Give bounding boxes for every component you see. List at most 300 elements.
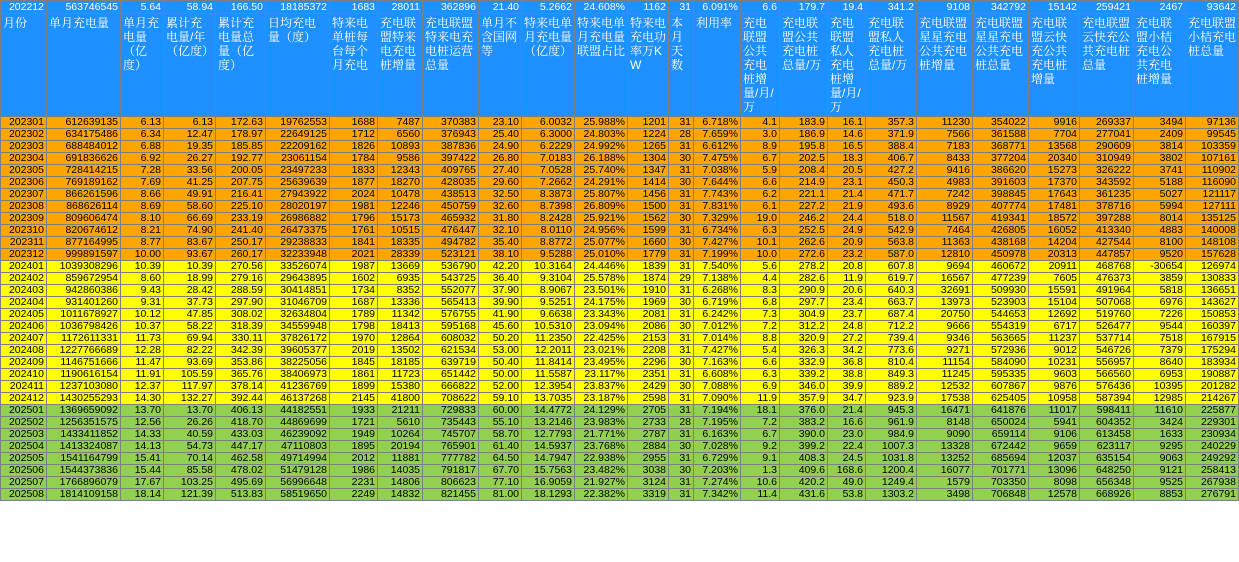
table-cell: 572936 [973,345,1029,357]
table-cell: 24.446% [575,261,628,273]
table-cell: 27.2 [828,333,866,345]
table-cell: 1039308296 [47,261,121,273]
column-header: 充电联盟云快充公共充电桩总量 [1080,14,1134,117]
table-cell: 1784 [330,153,378,165]
table-cell: 31046709 [266,297,330,309]
table-cell: 5610 [378,417,423,429]
table-cell: 10958 [1029,393,1080,405]
table-cell: 1031.8 [866,453,917,465]
table-cell: 44869699 [266,417,330,429]
table-cell: 495.69 [216,477,266,489]
table-cell: 1949 [330,429,378,441]
table-cell: 368771 [973,141,1029,153]
table-cell: 666822 [423,381,479,393]
table-cell: 267938 [1186,477,1239,489]
table-cell: 3124 [628,477,669,489]
table-cell: 31 [669,225,694,237]
table-cell: 7.0528 [522,165,575,177]
table-cell: 9544 [1134,321,1186,333]
table-cell: 406.7 [866,153,917,165]
table-cell: 9.31 [121,297,164,309]
table-cell: 41.25 [164,177,216,189]
table-cell: 58.94 [164,1,216,14]
table-cell: 6976 [1134,297,1186,309]
table-cell: 29 [669,273,694,285]
table-row [1,477,1239,489]
table-cell: 635154 [1080,453,1134,465]
table-cell: 23061154 [266,153,330,165]
table-cell: 21.9 [828,201,866,213]
table-cell: 31 [669,333,694,345]
table-cell: 7.0183 [522,153,575,165]
column-header: 单月充电量 [47,14,121,117]
table-cell: 272.6 [780,249,828,261]
table-cell: 3859 [1134,273,1186,285]
table-cell: 566560 [1080,369,1134,381]
table-cell: 28 [669,417,694,429]
table-cell: 7605 [1029,273,1080,285]
table-cell: 31 [669,117,694,129]
table-cell: 4883 [1134,225,1186,237]
table-cell: 23.983% [575,417,628,429]
table-cell: 15.44 [121,465,164,477]
table-cell: 50.20 [479,333,522,345]
table-cell: 668926 [1080,489,1134,501]
table-cell: 2153 [628,333,669,345]
table-cell: 8098 [1029,477,1080,489]
table-cell: 23.7 [828,309,866,321]
table-cell: 6.608% [694,369,741,381]
table-cell: 7464 [917,225,973,237]
table-cell: 227.2 [780,201,828,213]
table-cell: 12.37 [121,381,164,393]
table-cell: 427544 [1080,237,1134,249]
table-cell: 5.4 [741,345,780,357]
table-cell: 9876 [1029,381,1080,393]
table-cell: 2598 [628,393,669,405]
table-cell: 186.9 [780,129,828,141]
table-cell: 290.9 [780,285,828,297]
table-cell: 2955 [628,453,669,465]
table-cell: 6.2 [741,189,780,201]
table-cell: 18270 [378,177,423,189]
table-cell: 150853 [1186,309,1239,321]
table-cell: 13973 [917,297,973,309]
table-cell: 1433411852 [47,429,121,441]
table-row [1,393,1239,405]
table-cell: 41800 [378,393,423,405]
table-cell: 32.60 [479,201,522,213]
table-cell: 6.88 [121,141,164,153]
table-row [1,285,1239,297]
table-cell: 5.2662 [522,1,575,14]
table-cell: 8.3 [741,285,780,297]
table-cell: 47.85 [164,309,216,321]
table-cell: 320.9 [780,333,828,345]
table-cell: 477239 [973,273,1029,285]
table-cell: 51479128 [266,465,330,477]
table-cell: 50.00 [479,369,522,381]
table-cell: 343592 [1080,177,1134,189]
table-cell: 494782 [423,237,479,249]
table-cell: 20750 [917,309,973,321]
table-cell: 58.22 [164,321,216,333]
table-cell: 24.175% [575,297,628,309]
table-cell: 12692 [1029,309,1080,321]
table-cell: 14204 [1029,237,1080,249]
table-cell: 15380 [378,381,423,393]
column-header: 本月天数 [669,14,694,117]
table-cell: 11881 [378,453,423,465]
table-cell: 7.644% [694,177,741,189]
table-cell: 9.5251 [522,297,575,309]
table-cell: 6.6 [741,1,780,14]
table-cell: 26.809% [575,201,628,213]
table-cell: 9063 [1134,453,1186,465]
table-cell: 1969 [628,297,669,309]
table-cell: 6.6 [741,357,780,369]
table-row [1,357,1239,369]
table-cell: 23.4 [828,297,866,309]
table-cell: 12.28 [121,345,164,357]
table-cell: 648250 [1080,465,1134,477]
table-cell: 10.12 [121,309,164,321]
table-cell: 11.47 [121,357,164,369]
table-cell: 326222 [1080,165,1134,177]
table-cell: 18335 [378,237,423,249]
table-cell: 121117 [1186,189,1239,201]
table-cell: 1249.4 [866,477,917,489]
table-cell: 202502 [1,417,47,429]
table-cell: 491964 [1080,285,1134,297]
table-cell: 1798 [330,321,378,333]
table-cell: 36.40 [479,273,522,285]
table-cell: 651442 [423,369,479,381]
table-cell: 202304 [1,153,47,165]
table-cell: 11363 [917,237,973,249]
table-cell: 135125 [1186,213,1239,225]
table-cell: 1789 [330,309,378,321]
table-cell: 202303 [1,141,47,153]
table-cell: 9603 [1029,369,1080,381]
table-cell: 728414215 [47,165,121,177]
table-cell: 318.39 [216,321,266,333]
table-cell: 765901 [423,441,479,453]
table-cell: 25.921% [575,213,628,225]
column-header: 充电联盟私人充电桩增量/月/万 [828,14,866,117]
table-cell: 8.8 [741,333,780,345]
table-cell: 270.56 [216,261,266,273]
table-cell: 179.7 [780,1,828,14]
table-cell: 29643895 [266,273,330,285]
table-cell: 12037 [1029,453,1080,465]
table-cell: 31 [669,405,694,417]
table-cell: 659114 [973,429,1029,441]
table-cell: 37.90 [479,285,522,297]
table-cell: 536790 [423,261,479,273]
table-cell: 24.992% [575,141,628,153]
table-cell: 7.28 [121,165,164,177]
table-cell: 2012 [330,453,378,465]
table-cell: 202406 [1,321,47,333]
table-cell: 12.56 [121,417,164,429]
table-cell: 56996648 [266,477,330,489]
table-cell: 518.0 [866,213,917,225]
table-cell: 24.803% [575,129,628,141]
table-cell: 20.9 [828,237,866,249]
table-cell: 16.9059 [522,477,575,489]
table-cell: 6.0032 [522,117,575,129]
table-cell: 1712 [330,129,378,141]
table-cell: 17538 [917,393,973,405]
table-cell: 28.42 [164,285,216,297]
table-cell: 5818 [1134,285,1186,297]
table-cell: 13.70 [121,405,164,417]
table-cell: 143627 [1186,297,1239,309]
table-cell: 391603 [973,177,1029,189]
table-cell: 207.75 [216,177,266,189]
table-cell: 346.0 [780,381,828,393]
table-cell: 10264 [378,429,423,441]
table-cell: 1456 [628,189,669,201]
table-cell: 246.2 [780,213,828,225]
table-cell: 1369659092 [47,405,121,417]
table-cell: 83.67 [164,237,216,249]
table-cell: 15273 [1029,165,1080,177]
table-cell: 595168 [423,321,479,333]
table-cell: 387836 [423,141,479,153]
table-cell: 9106 [1029,429,1080,441]
table-cell: 342.39 [216,345,266,357]
table-cell: 20911 [1029,261,1080,273]
table-cell: 1265 [628,141,669,153]
table-cell: 859672954 [47,273,121,285]
column-header: 充电联盟公共充电桩增量/月/万 [741,14,780,117]
table-cell: 28020197 [266,201,330,213]
table-row [1,417,1239,429]
table-row [1,345,1239,357]
table-cell: 13.7035 [522,393,575,405]
table-cell: 1500 [628,201,669,213]
table-cell: 431.6 [780,489,828,501]
table-cell: 7.329% [694,213,741,225]
table-cell: 32.50 [479,189,522,201]
table-cell: 16052 [1029,225,1080,237]
table-cell: 7.194% [694,405,741,417]
table-cell: 407774 [973,201,1029,213]
table-cell: 7.203% [694,465,741,477]
table-cell: 10.39 [164,261,216,273]
baseline-row [1,1,1239,14]
table-cell: 587394 [1080,393,1134,405]
table-cell: 20340 [1029,153,1080,165]
table-cell: 526477 [1080,321,1134,333]
table-cell: 32233948 [266,249,330,261]
table-cell: 7242 [917,189,973,201]
table-cell: 378.14 [216,381,266,393]
table-row [1,333,1239,345]
table-cell: 127111 [1186,201,1239,213]
table-cell: 21.771% [575,429,628,441]
table-cell: 769189162 [47,177,121,189]
table-cell: 23.501% [575,285,628,297]
table-cell: 16.5 [828,141,866,153]
table-cell: 7226 [1134,309,1186,321]
table-cell: 378716 [1080,201,1134,213]
table-row [1,237,1239,249]
table-cell: 6.1 [741,201,780,213]
table-cell: 392.44 [216,393,266,405]
table-cell: 7.427% [694,237,741,249]
table-cell: 30 [669,357,694,369]
table-cell: 166.50 [216,1,266,14]
table-cell: 53.00 [479,345,522,357]
table-cell: 8100 [1134,237,1186,249]
table-cell: 202403 [1,285,47,297]
table-cell: 7183 [917,141,973,153]
table-cell: 140008 [1186,225,1239,237]
table-cell: 30 [669,177,694,189]
table-cell: 93.69 [164,357,216,369]
table-cell: 9.1 [741,453,780,465]
table-cell: 24.291% [575,177,628,189]
table-cell: 868626114 [47,201,121,213]
table-cell: 1562 [628,213,669,225]
table-cell: 1602 [330,273,378,285]
table-cell: 208.4 [780,165,828,177]
table-cell: 556957 [1080,357,1134,369]
table-cell: 82.22 [164,345,216,357]
table-cell: 2208 [628,345,669,357]
table-row [1,153,1239,165]
table-cell: 703350 [973,477,1029,489]
table-cell: 97136 [1186,117,1239,129]
table-cell: 202306 [1,177,47,189]
table-cell: 5188 [1134,177,1186,189]
table-cell: 1895 [330,441,378,453]
table-cell: 513.83 [216,489,266,501]
table-cell: 1146751666 [47,357,121,369]
table-cell: 38.8 [828,369,866,381]
table-cell: 22.4 [828,441,866,453]
table-cell: 202408 [1,345,47,357]
table-cell: 820674612 [47,225,121,237]
table-cell: 105.59 [164,369,216,381]
table-cell: 66.69 [164,213,216,225]
table-cell: 6560 [378,129,423,141]
table-cell: 229301 [1186,417,1239,429]
table-cell: 11154 [917,357,973,369]
table-cell: 4983 [917,177,973,189]
table-cell: 7.427% [694,345,741,357]
table-cell: 357.9 [780,393,828,405]
table-cell: 729833 [423,405,479,417]
table-cell: 640.3 [866,285,917,297]
table-cell: 342792 [973,1,1029,14]
table-row [1,297,1239,309]
table-cell: 12.7793 [522,429,575,441]
table-cell: 3038 [628,465,669,477]
table-cell: 6.3 [741,369,780,381]
table-cell: 259421 [1080,1,1134,14]
table-cell: 11.91 [121,369,164,381]
table-cell: 6.13 [121,117,164,129]
table-cell: 6.34 [121,129,164,141]
table-cell: 290609 [1080,141,1134,153]
table-cell: 26.188% [575,153,628,165]
table-cell: 397422 [423,153,479,165]
table-cell: 1766896079 [47,477,121,489]
table-cell: 11.5587 [522,369,575,381]
table-cell: 623117 [1080,441,1134,453]
table-cell: 1303.2 [866,489,917,501]
table-cell: 241.40 [216,225,266,237]
table-cell: 25.578% [575,273,628,285]
table-cell: 24.956% [575,225,628,237]
table-cell: 202212 [1,1,47,14]
table-cell: 2249 [330,489,378,501]
table-cell: 30 [669,441,694,453]
table-cell: 195.8 [780,141,828,153]
table-cell: 1761 [330,225,378,237]
table-cell: 537714 [1080,333,1134,345]
table-cell: 1224 [628,129,669,141]
table-cell: 23.837% [575,381,628,393]
table-cell: 312.2 [780,321,828,333]
table-cell: 18.1293 [522,489,575,501]
table-cell: 745707 [423,429,479,441]
table-cell: 656348 [1080,477,1134,489]
table-cell: 41.90 [479,309,522,321]
table-cell: 438513 [423,189,479,201]
table-cell: 18185372 [266,1,330,14]
table-cell: 23.1 [828,177,866,189]
table-cell: 28 [669,129,694,141]
table-cell: 60.00 [479,405,522,417]
table-cell: 262.6 [780,237,828,249]
table-cell: 190887 [1186,369,1239,381]
table-cell: 10231 [1029,357,1080,369]
table-cell: 45.60 [479,321,522,333]
table-cell: 6.268% [694,285,741,297]
table-cell: 5.6 [741,261,780,273]
table-cell: 413340 [1080,225,1134,237]
table-cell: 28339 [378,249,423,261]
table-cell: 9.3104 [522,273,575,285]
table-cell: 8640 [1134,357,1186,369]
table-cell: 8.9 [741,141,780,153]
table-cell: 21.40 [479,1,522,14]
table-row [1,321,1239,333]
table-cell: 121.39 [164,489,216,501]
table-cell: 202503 [1,429,47,441]
table-cell: 16077 [917,465,973,477]
table-cell: 2733 [628,417,669,429]
table-cell: 93642 [1186,1,1239,14]
table-cell: 31 [669,165,694,177]
table-cell: 13568 [1029,141,1080,153]
table-cell: 576755 [423,309,479,321]
table-cell: 168.6 [828,465,866,477]
table-cell: 613458 [1080,429,1134,441]
table-cell: 1986 [330,465,378,477]
table-cell: 297.7 [780,297,828,309]
table-cell: 288.59 [216,285,266,297]
table-cell: 70.14 [164,453,216,465]
table-cell: 27943922 [266,189,330,201]
table-cell: 397288 [1080,213,1134,225]
table-cell: 587.0 [866,249,917,261]
